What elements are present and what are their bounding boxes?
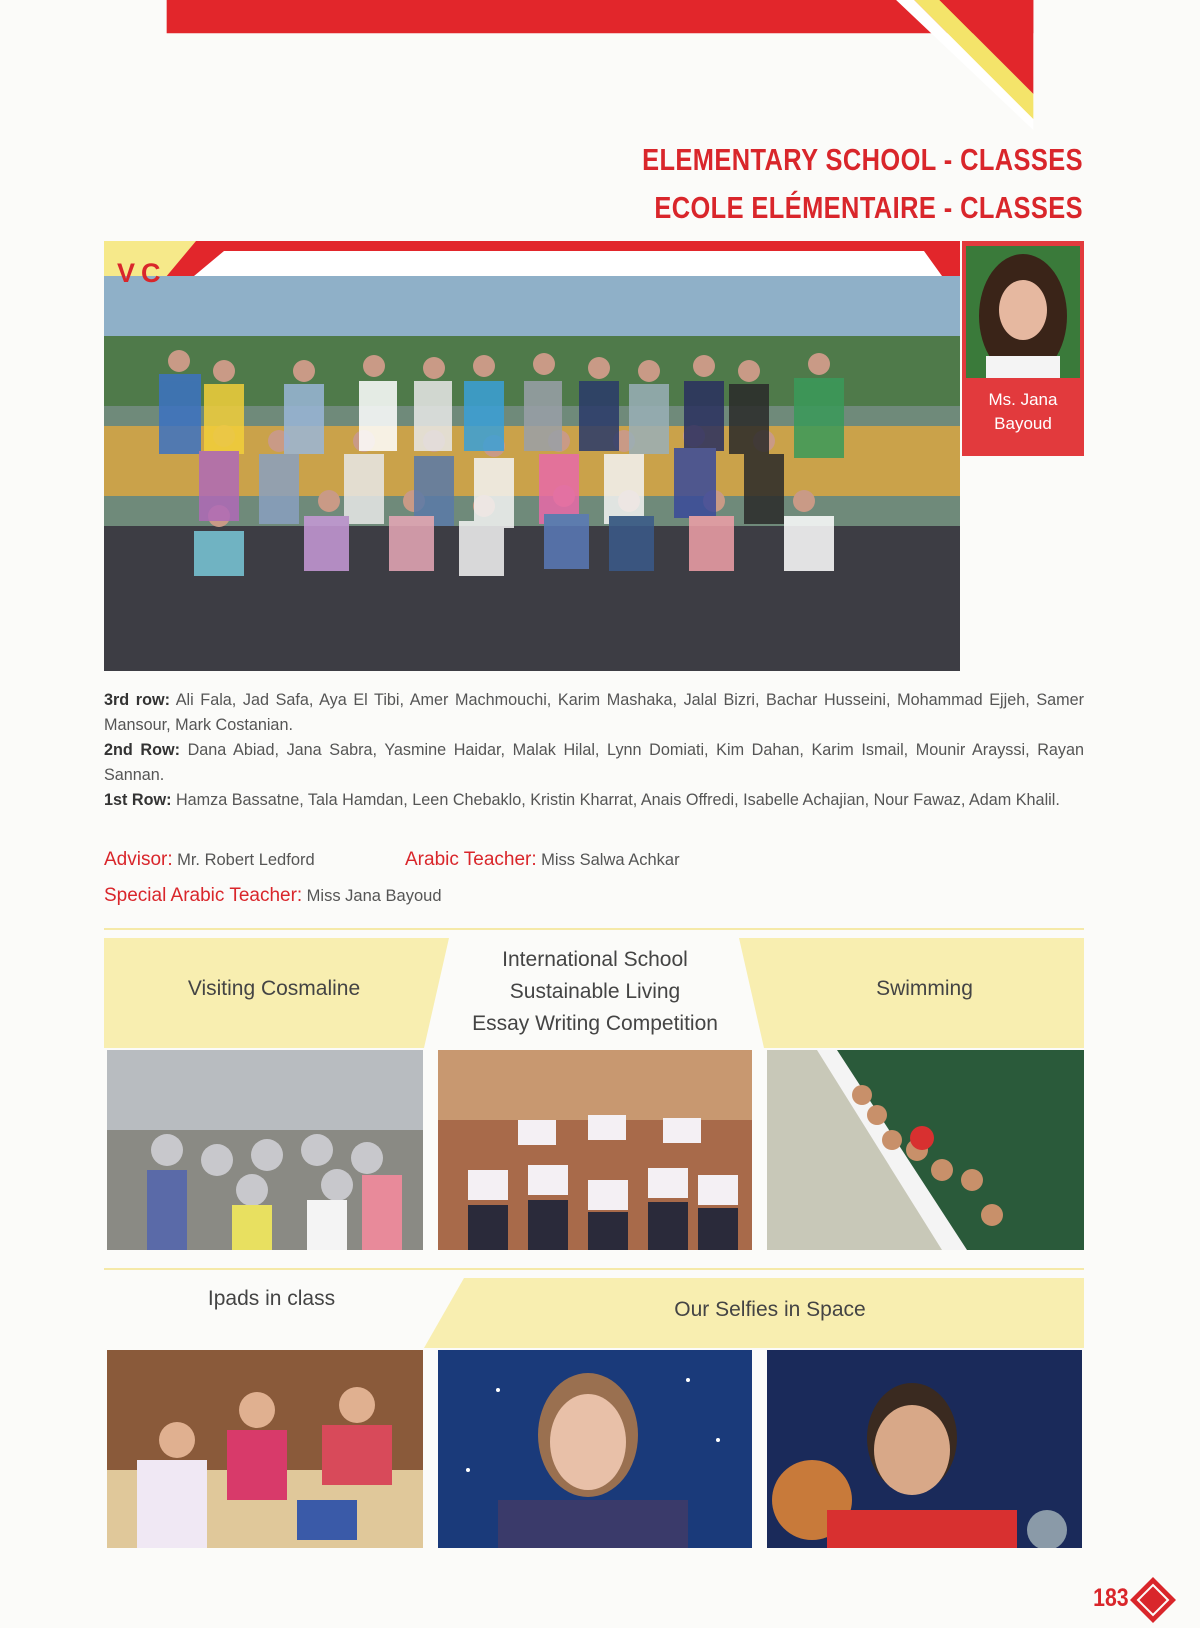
selfie-space-boy-photo (767, 1350, 1082, 1548)
page-title-english: ELEMENTARY SCHOOL - CLASSES (642, 142, 1083, 177)
arabic-teacher-name: Miss Salwa Achkar (541, 851, 680, 869)
selfie-space-girl-photo (438, 1350, 752, 1548)
activity-title-essay (440, 944, 750, 1040)
essay-competition-photo (438, 1050, 752, 1250)
activity-title-cosmaline: Visiting Cosmaline (187, 977, 361, 1000)
row-1 (104, 788, 1084, 813)
essay-title-line2: Sustainable Living (509, 980, 681, 1003)
class-group-photo (104, 276, 960, 671)
page-number: 183 (1093, 1584, 1129, 1612)
special-arabic-teacher-name: Miss Jana Bayoud (306, 887, 442, 905)
essay-title-line3: Essay Writing Competition (472, 1012, 718, 1035)
top-banner (0, 0, 1200, 130)
activity-title-ipads: Ipads in class (207, 1287, 336, 1310)
special-arabic-teacher-credit (104, 885, 442, 907)
section-divider-2 (104, 1268, 1084, 1270)
class-name-label: VC (117, 258, 167, 288)
row-1-label: 1st Row: (104, 791, 172, 809)
essay-title-line1: International School (502, 948, 688, 971)
activity-title-swimming: Swimming (876, 977, 973, 1000)
row-2 (104, 738, 1084, 788)
row-3-names: Ali Fala, Jad Safa, Aya El Tibi, Amer Machmouchi, Karim Mashaka, Jalal Bizri, Bachar Husseini, Mohammad Ejjeh, Samer Mansour, Mark Costanian. (104, 691, 1084, 734)
row-2-names: Dana Abiad, Jana Sabra, Yasmine Haidar, Malak Hilal, Lynn Domiati, Kim Dahan, Karim Ismail, Mounir Arayssi, Rayan Sannan. (104, 741, 1084, 784)
page-number-diamond-icon (1128, 1575, 1178, 1625)
swimming-photo (767, 1050, 1084, 1250)
section-divider (104, 928, 1084, 930)
activity-title-selfies: Our Selfies in Space (674, 1298, 866, 1321)
arabic-teacher-credit (405, 849, 680, 871)
row-1-names: Hamza Bassatne, Tala Hamdan, Leen Chebaklo, Kristin Kharrat, Anais Offredi, Isabelle Achajian, Nour Fawaz, Adam Khalil. (175, 791, 1060, 809)
teacher-portrait (966, 246, 1080, 378)
page-title-french: ECOLE ELÉMENTAIRE - CLASSES (654, 190, 1083, 225)
row-2-label: 2nd Row: (104, 741, 180, 759)
cosmaline-photo (107, 1050, 423, 1250)
ipads-photo (107, 1350, 423, 1548)
row-3 (104, 688, 1084, 738)
student-names (104, 688, 1084, 813)
advisor-credit (104, 849, 315, 871)
row-3-label: 3rd row: (104, 691, 170, 709)
advisor-label: Advisor: (104, 849, 173, 870)
teacher-name (962, 388, 1084, 436)
teacher-name-last: Bayoud (994, 414, 1052, 433)
special-arabic-teacher-label: Special Arabic Teacher: (104, 885, 303, 906)
arabic-teacher-label: Arabic Teacher: (405, 849, 537, 870)
teacher-name-first: Ms. Jana (988, 390, 1058, 409)
advisor-name: Mr. Robert Ledford (177, 851, 315, 869)
